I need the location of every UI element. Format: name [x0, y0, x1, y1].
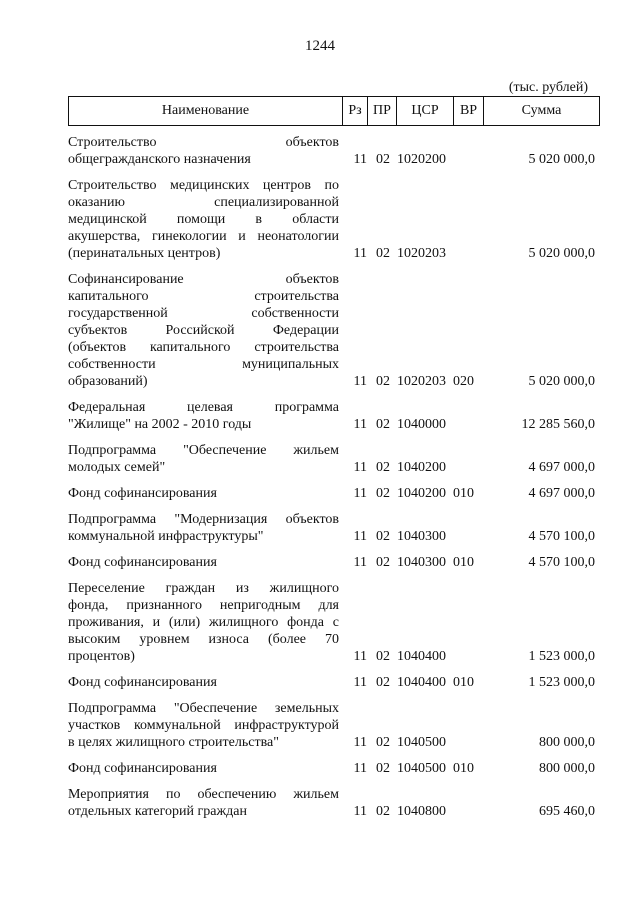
row-pr: 02	[376, 555, 390, 570]
table-row	[68, 271, 600, 390]
row-csr: 1040300	[397, 555, 446, 570]
row-name-line: Подпрограмма "Модернизация объектов	[68, 512, 339, 527]
row-csr: 1020203	[397, 374, 446, 389]
table-row	[68, 177, 600, 262]
table-row	[68, 580, 600, 665]
row-sum: 800 000,0	[539, 761, 595, 776]
header-csr: ЦСР	[397, 97, 454, 125]
row-pr: 02	[376, 246, 390, 261]
row-name	[68, 271, 343, 390]
row-name-line: (перинатальных центров)	[68, 246, 221, 261]
row-name-line: Строительство объектов	[68, 135, 339, 150]
header-name: Наименование	[68, 97, 343, 125]
row-name-line: участков коммунальной инфраструктурой	[68, 718, 339, 733]
row-name-line: субъектов Российской Федерации	[68, 323, 339, 338]
row-name-line: Фонд софинансирования	[68, 486, 217, 501]
row-vr: 020	[453, 374, 474, 389]
row-pr: 02	[376, 486, 390, 501]
row-pr: 02	[376, 374, 390, 389]
row-sum: 5 020 000,0	[528, 374, 595, 389]
row-pr: 02	[376, 529, 390, 544]
row-pr: 02	[376, 460, 390, 475]
row-name-line: оказанию специализированной	[68, 195, 339, 210]
table-row	[68, 554, 600, 571]
row-name	[68, 177, 343, 262]
row-name-line: Федеральная целевая программа	[68, 400, 339, 415]
header-pr: ПР	[368, 97, 397, 125]
row-sum: 4 570 100,0	[528, 555, 595, 570]
row-pr: 02	[376, 649, 390, 664]
row-rz: 11	[353, 486, 367, 501]
row-name-line: Строительство медицинских центров по	[68, 178, 339, 193]
header-rz: Рз	[343, 97, 368, 125]
table-body	[68, 134, 600, 820]
row-sum: 695 460,0	[539, 804, 595, 819]
row-name	[68, 554, 343, 571]
row-name	[68, 399, 343, 433]
page-number: 1244	[305, 38, 335, 54]
row-name-line: "Жилище" на 2002 - 2010 годы	[68, 417, 252, 432]
row-pr: 02	[376, 152, 390, 167]
row-rz: 11	[353, 555, 367, 570]
row-name-line: собственности муниципальных	[68, 357, 339, 372]
row-name	[68, 786, 343, 820]
table-row	[68, 485, 600, 502]
row-csr: 1040500	[397, 761, 446, 776]
row-rz: 11	[353, 761, 367, 776]
row-name-line: молодых семей"	[68, 460, 166, 475]
row-sum: 4 697 000,0	[528, 486, 595, 501]
row-rz: 11	[353, 649, 367, 664]
row-vr: 010	[453, 675, 474, 690]
row-sum: 1 523 000,0	[528, 649, 595, 664]
row-pr: 02	[376, 735, 390, 750]
row-csr: 1040000	[397, 417, 446, 432]
row-rz: 11	[353, 374, 367, 389]
row-csr: 1040300	[397, 529, 446, 544]
row-name-line: высоким уровнем износа (более 70	[68, 632, 339, 647]
table-row	[68, 674, 600, 691]
row-vr: 010	[453, 486, 474, 501]
row-name-line: Мероприятия по обеспечению жильем	[68, 787, 339, 802]
row-name-line: (объектов капитального строительства	[68, 340, 339, 355]
row-vr: 010	[453, 555, 474, 570]
row-rz: 11	[353, 246, 367, 261]
row-name-line: Подпрограмма "Обеспечение земельных	[68, 701, 339, 716]
row-name	[68, 485, 343, 502]
row-name-line: проживания, и (или) жилищного фонда с	[68, 615, 339, 630]
row-name-line: Подпрограмма "Обеспечение жильем	[68, 443, 339, 458]
row-name-line: фонда, признанного непригодным для	[68, 598, 339, 613]
row-rz: 11	[353, 529, 367, 544]
row-csr: 1020203	[397, 246, 446, 261]
row-csr: 1040200	[397, 460, 446, 475]
header-sum: Сумма	[484, 97, 600, 125]
row-name-line: медицинской помощи в области	[68, 212, 339, 227]
row-pr: 02	[376, 804, 390, 819]
row-name	[68, 580, 343, 665]
row-name-line: Софинансирование объектов	[68, 272, 339, 287]
row-sum: 5 020 000,0	[528, 246, 595, 261]
row-name-line: Фонд софинансирования	[68, 675, 217, 690]
row-vr: 010	[453, 761, 474, 776]
row-name	[68, 511, 343, 545]
row-name-line: капитального строительства	[68, 289, 339, 304]
row-name-line: Фонд софинансирования	[68, 555, 217, 570]
row-name-line: Переселение граждан из жилищного	[68, 581, 339, 596]
row-sum: 800 000,0	[539, 735, 595, 750]
table-row	[68, 760, 600, 777]
units-label: (тыс. рублей)	[508, 80, 588, 95]
table-row	[68, 786, 600, 820]
row-name-line: государственной собственности	[68, 306, 339, 321]
row-pr: 02	[376, 761, 390, 776]
row-pr: 02	[376, 675, 390, 690]
header-vr: ВР	[454, 97, 484, 125]
row-name	[68, 134, 343, 168]
row-name-line: в целях жилищного строительства"	[68, 735, 279, 750]
row-sum: 5 020 000,0	[528, 152, 595, 167]
row-name-line: Фонд софинансирования	[68, 761, 217, 776]
table-row	[68, 511, 600, 545]
row-rz: 11	[353, 735, 367, 750]
row-name	[68, 760, 343, 777]
row-csr: 1040800	[397, 804, 446, 819]
row-rz: 11	[353, 152, 367, 167]
row-csr: 1040400	[397, 675, 446, 690]
row-name	[68, 700, 343, 751]
row-name-line: отдельных категорий граждан	[68, 804, 247, 819]
row-csr: 1020200	[397, 152, 446, 167]
row-sum: 1 523 000,0	[528, 675, 595, 690]
row-name	[68, 674, 343, 691]
table-row	[68, 134, 600, 168]
row-rz: 11	[353, 804, 367, 819]
row-name	[68, 442, 343, 476]
row-rz: 11	[353, 460, 367, 475]
row-sum: 12 285 560,0	[521, 417, 595, 432]
row-csr: 1040400	[397, 649, 446, 664]
row-rz: 11	[353, 417, 367, 432]
row-sum: 4 697 000,0	[528, 460, 595, 475]
row-csr: 1040200	[397, 486, 446, 501]
row-name-line: коммунальной инфраструктуры"	[68, 529, 264, 544]
row-pr: 02	[376, 417, 390, 432]
row-name-line: образований)	[68, 374, 148, 389]
table-header	[68, 96, 600, 126]
budget-table	[68, 96, 600, 829]
row-csr: 1040500	[397, 735, 446, 750]
row-rz: 11	[353, 675, 367, 690]
row-name-line: общегражданского назначения	[68, 152, 251, 167]
table-row	[68, 700, 600, 751]
table-row	[68, 399, 600, 433]
row-name-line: акушерства, гинекологии и неонатологии	[68, 229, 339, 244]
row-sum: 4 570 100,0	[528, 529, 595, 544]
table-row	[68, 442, 600, 476]
row-name-line: процентов)	[68, 649, 135, 664]
